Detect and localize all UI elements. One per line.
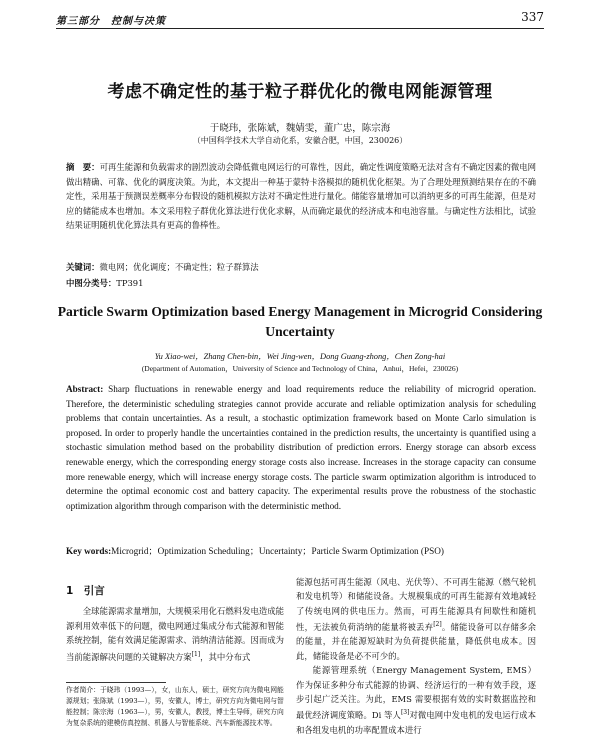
keywords-english-text: Microgrid；Optimization Scheduling；Uncertainty；Particle Swarm Optimization (PSO) [111,546,444,556]
abstract-chinese [66,160,536,233]
author-footnote: 作者简介：于晓玮（1993—），女，山东人，硕士，研究方向为微电网能源规划；张陈斌（1993—），男，安徽人，博士，研究方向为微电网与智能控制；陈宗海（1963—），男，安徽人，教授，博士生导师，研究方向为复杂系统的建模仿真控制、机器人与智能系统、汽车新能源技术等。 [66,686,284,727]
affiliation-chinese: （中国科学技术大学自动化系，安徽合肥，中国，230026） [192,136,408,145]
authors-chinese: 于晓玮，张陈斌，魏婧雯，董广忠，陈宗海 [209,123,391,134]
footnote-rule [66,682,166,683]
intro-paragraph-1-continued [296,575,536,663]
citation-1: [1] [191,650,201,658]
abstract-english-text: Sharp fluctuations in renewable energy and load requirements reduce the reliability of microgrid operation. Therefore, the deterministic scheduling strategies cannot provide accurate and reliable optimization analysis for scheduling problems that contain uncertainties. As a result, a stochastic optimization framework based on Monte Carlo simulation is proposed. In order to properly handle the uncertainties contained in the prediction results, the uncertainty is quantified using a stochastic simulation method based on the probability distribution of prediction errors. Energy storage can absorb excess renewable energy, which the corresponding energy storage costs also increase. Increases in the storage capacity can consume more renewable energy, which will increase energy storage costs. The particle swarm optimization algorithm is introduced to determine the optimal economic cost and battery capacity. The experimental results prove the robustness of the stochastic optimization algorithm through comparison with the deterministic method. [66,384,537,511]
header-section-title: 第三部分 控制与决策 [56,16,166,27]
header-rule [56,28,544,29]
title-english: Particle Swarm Optimization based Energy Management in Microgrid Considering Uncertainty [57,304,543,339]
keywords-english [66,544,536,559]
right-paragraph-2-tail: 对微电网中发电机的发电运行成本和各组发电机的功率配置成本进行 [296,710,536,735]
intro-paragraph-1-text: 全球能源需求量增加，大规模采用化石燃料发电造成能源利用效率低下的问题，微电网通过集成分布式能源和智能系统控制，能有效满足能源需求、消纳清洁能源。因而成为当前能源解决问题的关键解决方案 [66,606,284,662]
classification-label: 中图分类号： [66,278,117,288]
title-chinese: 考虑不确定性的基于粒子群优化的微电网能源管理 [107,82,493,102]
body-column-left [66,584,284,664]
abstract-chinese-label: 摘 要： [66,162,100,172]
section-heading-introduction: 1 引言 [66,585,105,597]
classification-value: TP391 [116,278,144,288]
keywords-chinese [66,260,536,275]
right-paragraph-1-text: 能源包括可再生能源（风电、光伏等）、不可再生能源（燃气轮机和发电机等）和储能设备。大规模集成的可再生能源有效地减轻了传统电网的供电压力。然而，可再生能源具有间歇性和随机性，无法被负荷消纳的能量将被丢弃 [296,577,536,633]
keywords-english-label: Key words: [66,546,112,556]
abstract-chinese-text: 可再生能源和负载需求的剧烈波动会降低微电网运行的可靠性，因此，确定性调度策略无法对含有不确定因素的微电网做出精确、可靠、优化的调度决策。为此，本文提出一种基于蒙特卡洛模拟的随机优化框架。为了合理处理预测结果存在的不确定性，采用基于预测误差概率分布假设的随机模拟方法对不确定性进行量化。储能容量增加可以消纳更多的可再生能源，但是对应的储能成本也增加。本文采用粒子群优化算法进行优化求解，从而确定最优的经济成本和电池容量。与确定性方法相比，试验结果证明随机优化算法具有更高的鲁棒性。 [66,162,537,231]
right-paragraph-2-text: 能源管理系统（Energy Management System, EMS）作为保证多种分布式能源的协调、经济运行的一种有效手段，逐步引起广泛关注。为此，EMS 需要根据有效的实时数据监控和最优经济调度策略。Di 等人 [296,665,536,721]
citation-3: [3] [400,709,410,717]
intro-paragraph-1-tail: ，其中分布式 [200,651,251,662]
abstract-english [66,382,536,513]
body-column-right [296,575,536,737]
page-number: 337 [521,10,544,24]
running-header [56,10,544,30]
keywords-chinese-label: 关键词： [66,262,100,272]
right-paragraph-1-tail: 。储能设备可以存储多余的能量，并在能源短缺时为负荷提供能量，降低供电成本。因此，储能设备是必不可少的。 [296,622,537,661]
intro-paragraph-1 [66,604,284,663]
keywords-chinese-text: 微电网；优化调度；不确定性；粒子群算法 [99,262,259,272]
affiliation-english: (Department of Automation，University of Science and Technology of China，Anhui，Hefei，230026) [141,364,459,373]
abstract-english-label: Abstract: [66,384,104,394]
authors-english: Yu Xiao-wei，Zhang Chen-bin，Wei Jing-wen，Dong Guang-zhong，Chen Zong-hai [154,352,446,361]
classification-number [66,276,536,291]
citation-2: [2] [433,621,442,629]
